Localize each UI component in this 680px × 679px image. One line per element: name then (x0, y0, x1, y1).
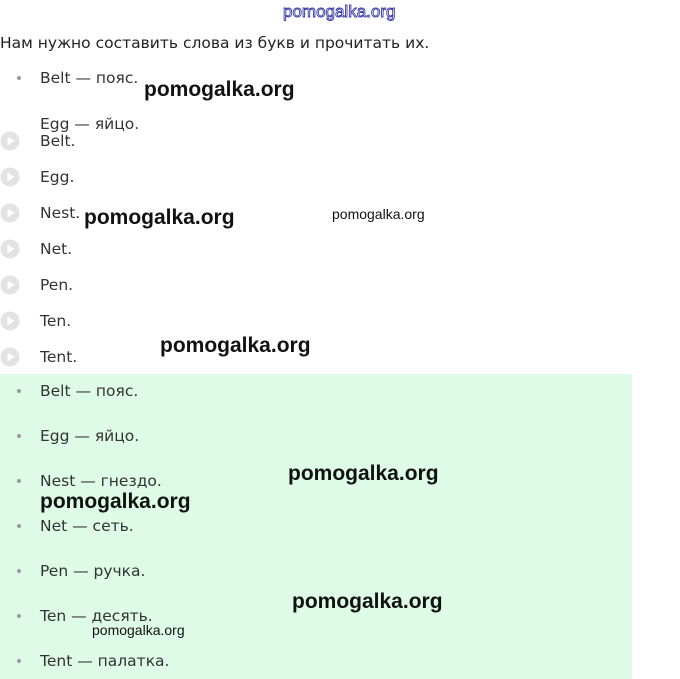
watermark: pomogalka.org (288, 462, 439, 485)
cut-off-text: Egg — яйцо. (40, 115, 140, 133)
cut-off-line (0, 108, 240, 133)
bullet-dot (17, 614, 21, 618)
audio-item (0, 239, 72, 259)
answer-text: Net — сеть. (40, 517, 134, 535)
play-icon[interactable] (0, 239, 20, 259)
list-item (0, 517, 134, 535)
list-item (0, 562, 145, 580)
audio-item (0, 131, 75, 151)
list-item (0, 382, 138, 400)
answer-text: Belt — пояс. (40, 382, 139, 400)
list-item (0, 652, 169, 670)
bullet-dot (17, 76, 21, 80)
audio-item (0, 347, 77, 367)
play-icon[interactable] (0, 131, 20, 151)
watermark: pomogalka.org (144, 78, 295, 101)
play-icon[interactable] (0, 167, 20, 187)
bullet-dot (17, 479, 21, 483)
bullet-dot (17, 389, 21, 393)
audio-item (0, 275, 73, 295)
audio-item (0, 311, 71, 331)
watermark: pomogalka.org (332, 206, 425, 222)
watermark: pomogalka.org (92, 622, 185, 638)
play-icon[interactable] (0, 347, 20, 367)
watermark: pomogalka.org (160, 334, 311, 357)
answer-text: Ten — десять. (40, 607, 153, 625)
answer-text: Nest — гнездо. (40, 472, 162, 490)
play-icon[interactable] (0, 311, 20, 331)
audio-word: Pen. (40, 276, 74, 294)
list-item (0, 427, 139, 445)
watermark: pomogalka.org (84, 206, 235, 229)
intro-text: Нам нужно составить слова из букв и прочитать их. (0, 34, 430, 52)
audio-word: Belt. (40, 132, 76, 150)
answer-text: Pen — ручка. (40, 562, 146, 580)
list-item (0, 472, 162, 490)
header-watermark: pomogalka.org (283, 2, 396, 21)
audio-word: Tent. (40, 348, 78, 366)
bullet-dot (17, 434, 21, 438)
answer-text: Tent — палатка. (40, 652, 170, 670)
audio-word: Net. (40, 240, 73, 258)
bullet-dot (17, 659, 21, 663)
answer-text: Egg — яйцо. (40, 427, 140, 445)
play-icon[interactable] (0, 275, 20, 295)
audio-item (0, 203, 80, 223)
list-item (0, 69, 138, 87)
watermark: pomogalka.org (292, 590, 443, 613)
play-icon[interactable] (0, 203, 20, 223)
audio-word: Nest. (40, 204, 81, 222)
list-item-text: Belt — пояс. (40, 69, 139, 87)
audio-word: Egg. (40, 168, 75, 186)
watermark: pomogalka.org (40, 490, 191, 513)
audio-word: Ten. (40, 312, 72, 330)
bullet-dot (17, 569, 21, 573)
bullet-dot (17, 524, 21, 528)
audio-item (0, 167, 74, 187)
